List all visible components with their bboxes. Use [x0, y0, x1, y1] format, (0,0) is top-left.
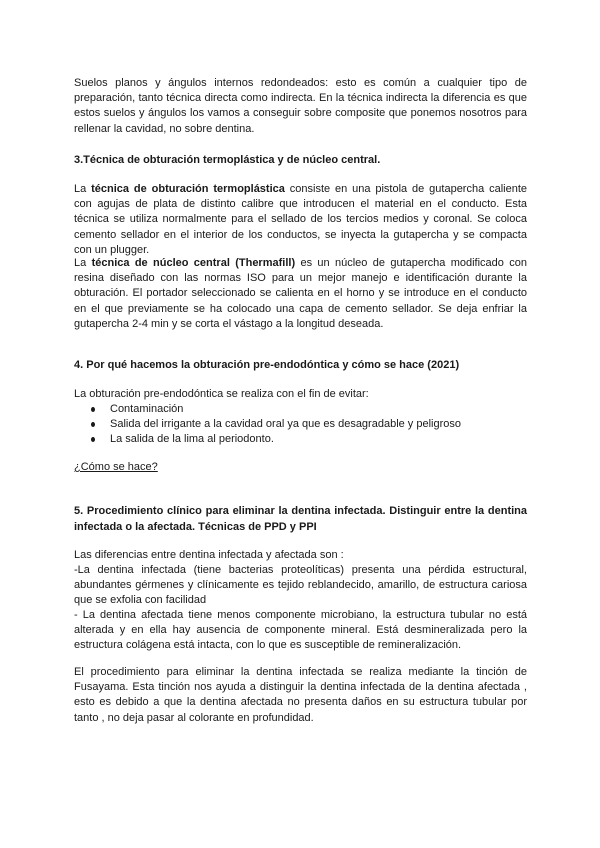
section-3-paragraph-thermafill	[74, 256, 527, 332]
section-3-p2-bold-term: técnica de núcleo central (Thermafill)	[91, 257, 296, 269]
section-3-paragraph-termoplastica	[74, 182, 527, 258]
section-5-procedure: El procedimiento para eliminar la dentina infectada se realiza mediante la tinción de Fusayama. Esta tinción nos ayuda a distinguir la dentina infectada de la dentina afectada , esto es debido a que la dentina afectada no presenta daños en su estructura tubular por tanto , no deja pasar al colorante en profundidad.	[74, 666, 527, 724]
section-4-how-link: ¿Cómo se hace?	[74, 461, 158, 473]
section-5-diff-infectada: -La dentina infectada (tiene bacterias proteolíticas) presenta una pérdida estructural, abundantes gérmenes y clínicamente es tejido reblandecido, amarillo, de estructura cariosa que se exfolia con facilidad	[74, 564, 527, 607]
section-5-heading: 5. Procedimiento clínico para eliminar la dentina infectada. Distinguir entre la dentina infectada o la afectada. Técnicas de PPD y PPI	[74, 505, 527, 533]
section-4-intro: La obturación pre-endodóntica se realiza con el fin de evitar:	[74, 388, 369, 400]
section-3-heading: 3.Técnica de obturación termoplástica y de núcleo central.	[74, 154, 381, 166]
section-3-p1-rest: consiste en una pistola de gutapercha caliente con agujas de plata de distinto calibre que introducen el material en el conducto. Esta técnica se utiliza normalmente para el sellado de los tercios medios y coronal. Se coloca cemento sellador en el interior de los conductos, se inyecta la gutapercha y se compacta con un plugger.	[74, 183, 528, 256]
section-5-intro: Las diferencias entre dentina infectada y afectada son :	[74, 549, 344, 561]
section-5-diff-afectada: - La dentina afectada tiene menos componente microbiano, la estructura tubular no está alterada y en ella hay ausencia de componente mineral. Está desmineralizada pero la estructura colágena está intacta, con lo que es susceptible de remineralización.	[74, 609, 527, 652]
section-3-p2-pre: La	[74, 257, 92, 269]
section-4-bullet-list	[74, 402, 527, 448]
section-4-heading: 4. Por qué hacemos la obturación pre-endodóntica y cómo se hace (2021)	[74, 359, 460, 371]
section-3-p2-rest: es un núcleo de gutapercha modificado con resina diseñado con las normas ISO para un mejor manejo e identificación durante la obturación. El portador seleccionado se calienta en el horno y se introduce en el conducto en el que previamente se ha colocado una capa de cemento sellador. Se deja enfriar la gutapercha 2-4 min y se corta el vástago a la longitud deseada.	[74, 257, 527, 330]
section-3-p1-pre: La	[74, 183, 92, 195]
bullet-item: Contaminación	[74, 402, 527, 417]
section-3-p1-bold-term: técnica de obturación termoplástica	[91, 183, 285, 195]
bullet-item: Salida del irrigante a la cavidad oral ya que es desagradable y peligroso	[74, 417, 527, 432]
paragraph-suelos: Suelos planos y ángulos internos redondeados: esto es común a cualquier tipo de preparación, tanto técnica directa como indirecta. En la técnica indirecta la diferencia es que estos suelos y ángulos los vamos a conseguir sobre composite que ponemos nosotros para rellenar la cavidad, no sobre dentina.	[74, 77, 527, 135]
bullet-item: La salida de la lima al periodonto.	[74, 432, 527, 447]
